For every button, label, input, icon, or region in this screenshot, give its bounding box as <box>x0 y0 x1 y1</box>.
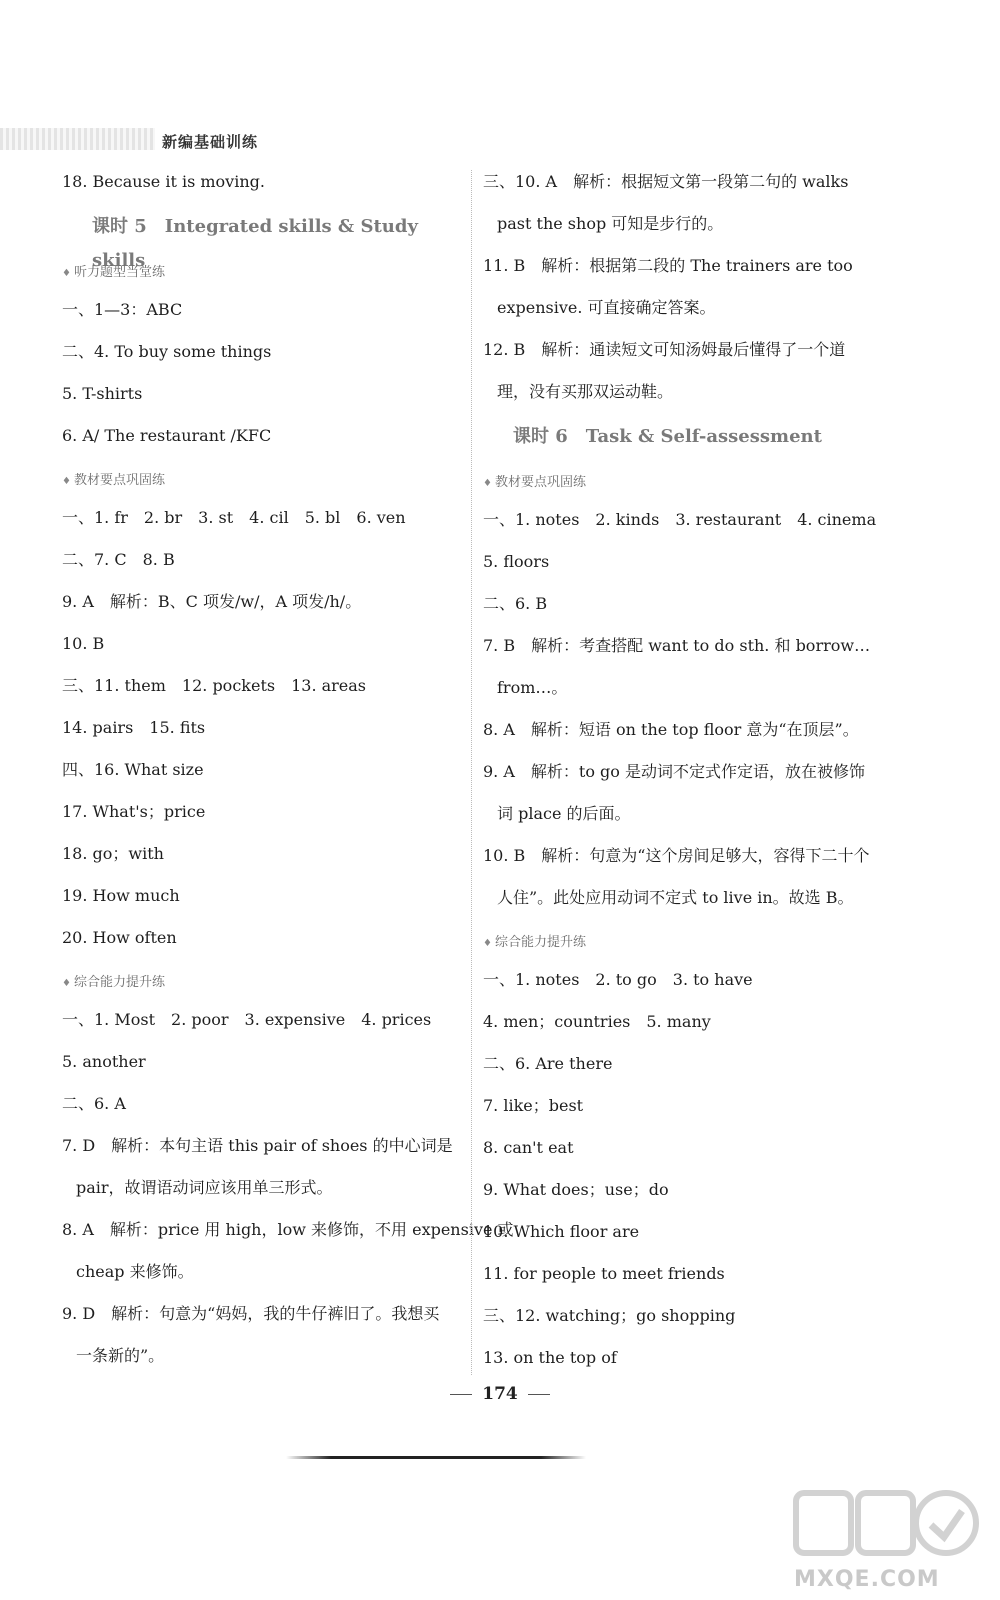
answer-line: 三、12. watching；go shopping <box>483 1306 736 1325</box>
answer-line: 一、1—3：ABC <box>62 300 183 319</box>
answer-line: 8. A 解析：price 用 high，low 来修饰，不用 expensive 或 <box>62 1220 514 1239</box>
answer-line-continued: past the shop 可知是步行的。 <box>497 214 724 233</box>
answer-line: 11. for people to meet friends <box>483 1264 725 1283</box>
answer-line: 一、1. notes 2. to go 3. to have <box>483 970 753 989</box>
answer-line: 5. T-shirts <box>62 384 143 403</box>
section-heading <box>62 256 462 296</box>
watermark-text: MXQE.COM <box>794 1567 940 1592</box>
section-heading-text: 综合能力提升练 <box>495 935 587 950</box>
answer-line: 三、10. A 解析：根据短文第一段第二句的 walks <box>483 172 849 191</box>
answer-line: 一、1. notes 2. kinds 3. restaurant 4. cinema <box>483 510 877 529</box>
section-heading-text: 教材要点巩固练 <box>74 473 166 488</box>
answer-line: 二、6. A <box>62 1094 126 1113</box>
answer-line: 18. Because it is moving. <box>62 172 265 191</box>
section-heading <box>62 966 462 1006</box>
answer-line: 17. What's；price <box>62 802 206 821</box>
answer-line: 12. B 解析：通读短文可知汤姆最后懂得了一个道 <box>483 340 846 359</box>
column-divider <box>471 170 472 1375</box>
header-title: 新编基础训练 <box>162 133 259 151</box>
left-column <box>62 168 514 1384</box>
answer-line: 二、4. To buy some things <box>62 342 272 361</box>
answer-line: 5. another <box>62 1052 146 1071</box>
section-heading <box>483 466 903 506</box>
answer-line: 10. B <box>62 634 105 653</box>
lesson-heading: 课时 6 Task & Self-assessment <box>513 426 822 447</box>
page-number-text: 174 <box>482 1384 518 1404</box>
answer-line-continued: cheap 来修饰。 <box>76 1262 194 1281</box>
answer-line: 10. B 解析：句意为“这个房间足够大，容得下二十个 <box>483 846 870 865</box>
section-heading <box>483 926 903 966</box>
answer-line: 7. like；best <box>483 1096 584 1115</box>
diamond-bullet-icon: ♦ <box>62 978 71 989</box>
answer-line: 14. pairs 15. fits <box>62 718 206 737</box>
answer-line: 7. B 解析：考查搭配 want to do sth. 和 borrow… <box>483 636 871 655</box>
answer-line: 13. on the top of <box>483 1348 617 1367</box>
answer-line: 10. Which floor are <box>483 1222 640 1241</box>
answer-line: 一、1. fr 2. br 3. st 4. cil 5. bl 6. ven <box>62 508 406 527</box>
answer-line: 三、11. them 12. pockets 13. areas <box>62 676 367 695</box>
answer-line: 19. How much <box>62 886 180 905</box>
answer-line: 二、6. Are there <box>483 1054 613 1073</box>
answer-line: 6. A/ The restaurant /KFC <box>62 426 272 445</box>
answer-line: 二、7. C 8. B <box>62 550 175 569</box>
section-heading-text: 综合能力提升练 <box>74 975 166 990</box>
answer-line: 7. D 解析：本句主语 this pair of shoes 的中心词是 <box>62 1136 453 1155</box>
watermark-logo <box>786 1485 986 1595</box>
section-heading <box>62 464 462 504</box>
answer-line: 5. floors <box>483 552 550 571</box>
answer-line-continued: pair，故谓语动词应该用单三形式。 <box>76 1178 333 1197</box>
answer-line-continued: 理，没有买那双运动鞋。 <box>497 382 674 401</box>
diamond-bullet-icon: ♦ <box>62 268 71 279</box>
right-column <box>483 168 903 1386</box>
answer-line: 9. A 解析：to go 是动词不定式作定语，放在被修饰 <box>483 762 866 781</box>
answer-line: 4. men；countries 5. many <box>483 1012 711 1031</box>
watermark-seal-icon <box>786 1485 986 1565</box>
answer-line-continued: 词 place 的后面。 <box>497 804 631 823</box>
diamond-bullet-icon: ♦ <box>62 476 71 487</box>
header-decor-band <box>0 128 155 150</box>
lesson-heading: 课时 5 Integrated skills & Study skills <box>92 216 418 271</box>
footer-rule <box>286 1456 586 1459</box>
answer-line: 8. A 解析：短语 on the top floor 意为“在顶层”。 <box>483 720 859 739</box>
answer-line: 9. D 解析：句意为“妈妈，我的牛仔裤旧了。我想买 <box>62 1304 440 1323</box>
answer-line: 8. can't eat <box>483 1138 574 1157</box>
answer-line: 四、16. What size <box>62 760 204 779</box>
answer-line: 11. B 解析：根据第二段的 The trainers are too <box>483 256 853 275</box>
diamond-bullet-icon: ♦ <box>483 478 492 489</box>
answer-line-continued: 人住”。此处应用动词不定式 to live in。故选 B。 <box>497 888 854 907</box>
answer-line-continued: from…。 <box>497 678 568 697</box>
page-dash-left <box>450 1394 472 1395</box>
answer-line-continued: expensive. 可直接确定答案。 <box>497 298 716 317</box>
page-dash-right <box>528 1394 550 1395</box>
answer-line: 二、6. B <box>483 594 548 613</box>
answer-line: 18. go；with <box>62 844 164 863</box>
page-number <box>0 1384 1000 1404</box>
answer-line: 9. What does；use；do <box>483 1180 669 1199</box>
answer-line: 9. A 解析：B、C 项发/w/，A 项发/h/。 <box>62 592 362 611</box>
section-heading-text: 教材要点巩固练 <box>495 475 587 490</box>
answer-line: 一、1. Most 2. poor 3. expensive 4. prices <box>62 1010 432 1029</box>
diamond-bullet-icon: ♦ <box>483 938 492 949</box>
answer-line-continued: 一条新的”。 <box>76 1346 165 1365</box>
answer-line: 20. How often <box>62 928 177 947</box>
section-heading-text: 听力题型当堂练 <box>74 265 166 280</box>
